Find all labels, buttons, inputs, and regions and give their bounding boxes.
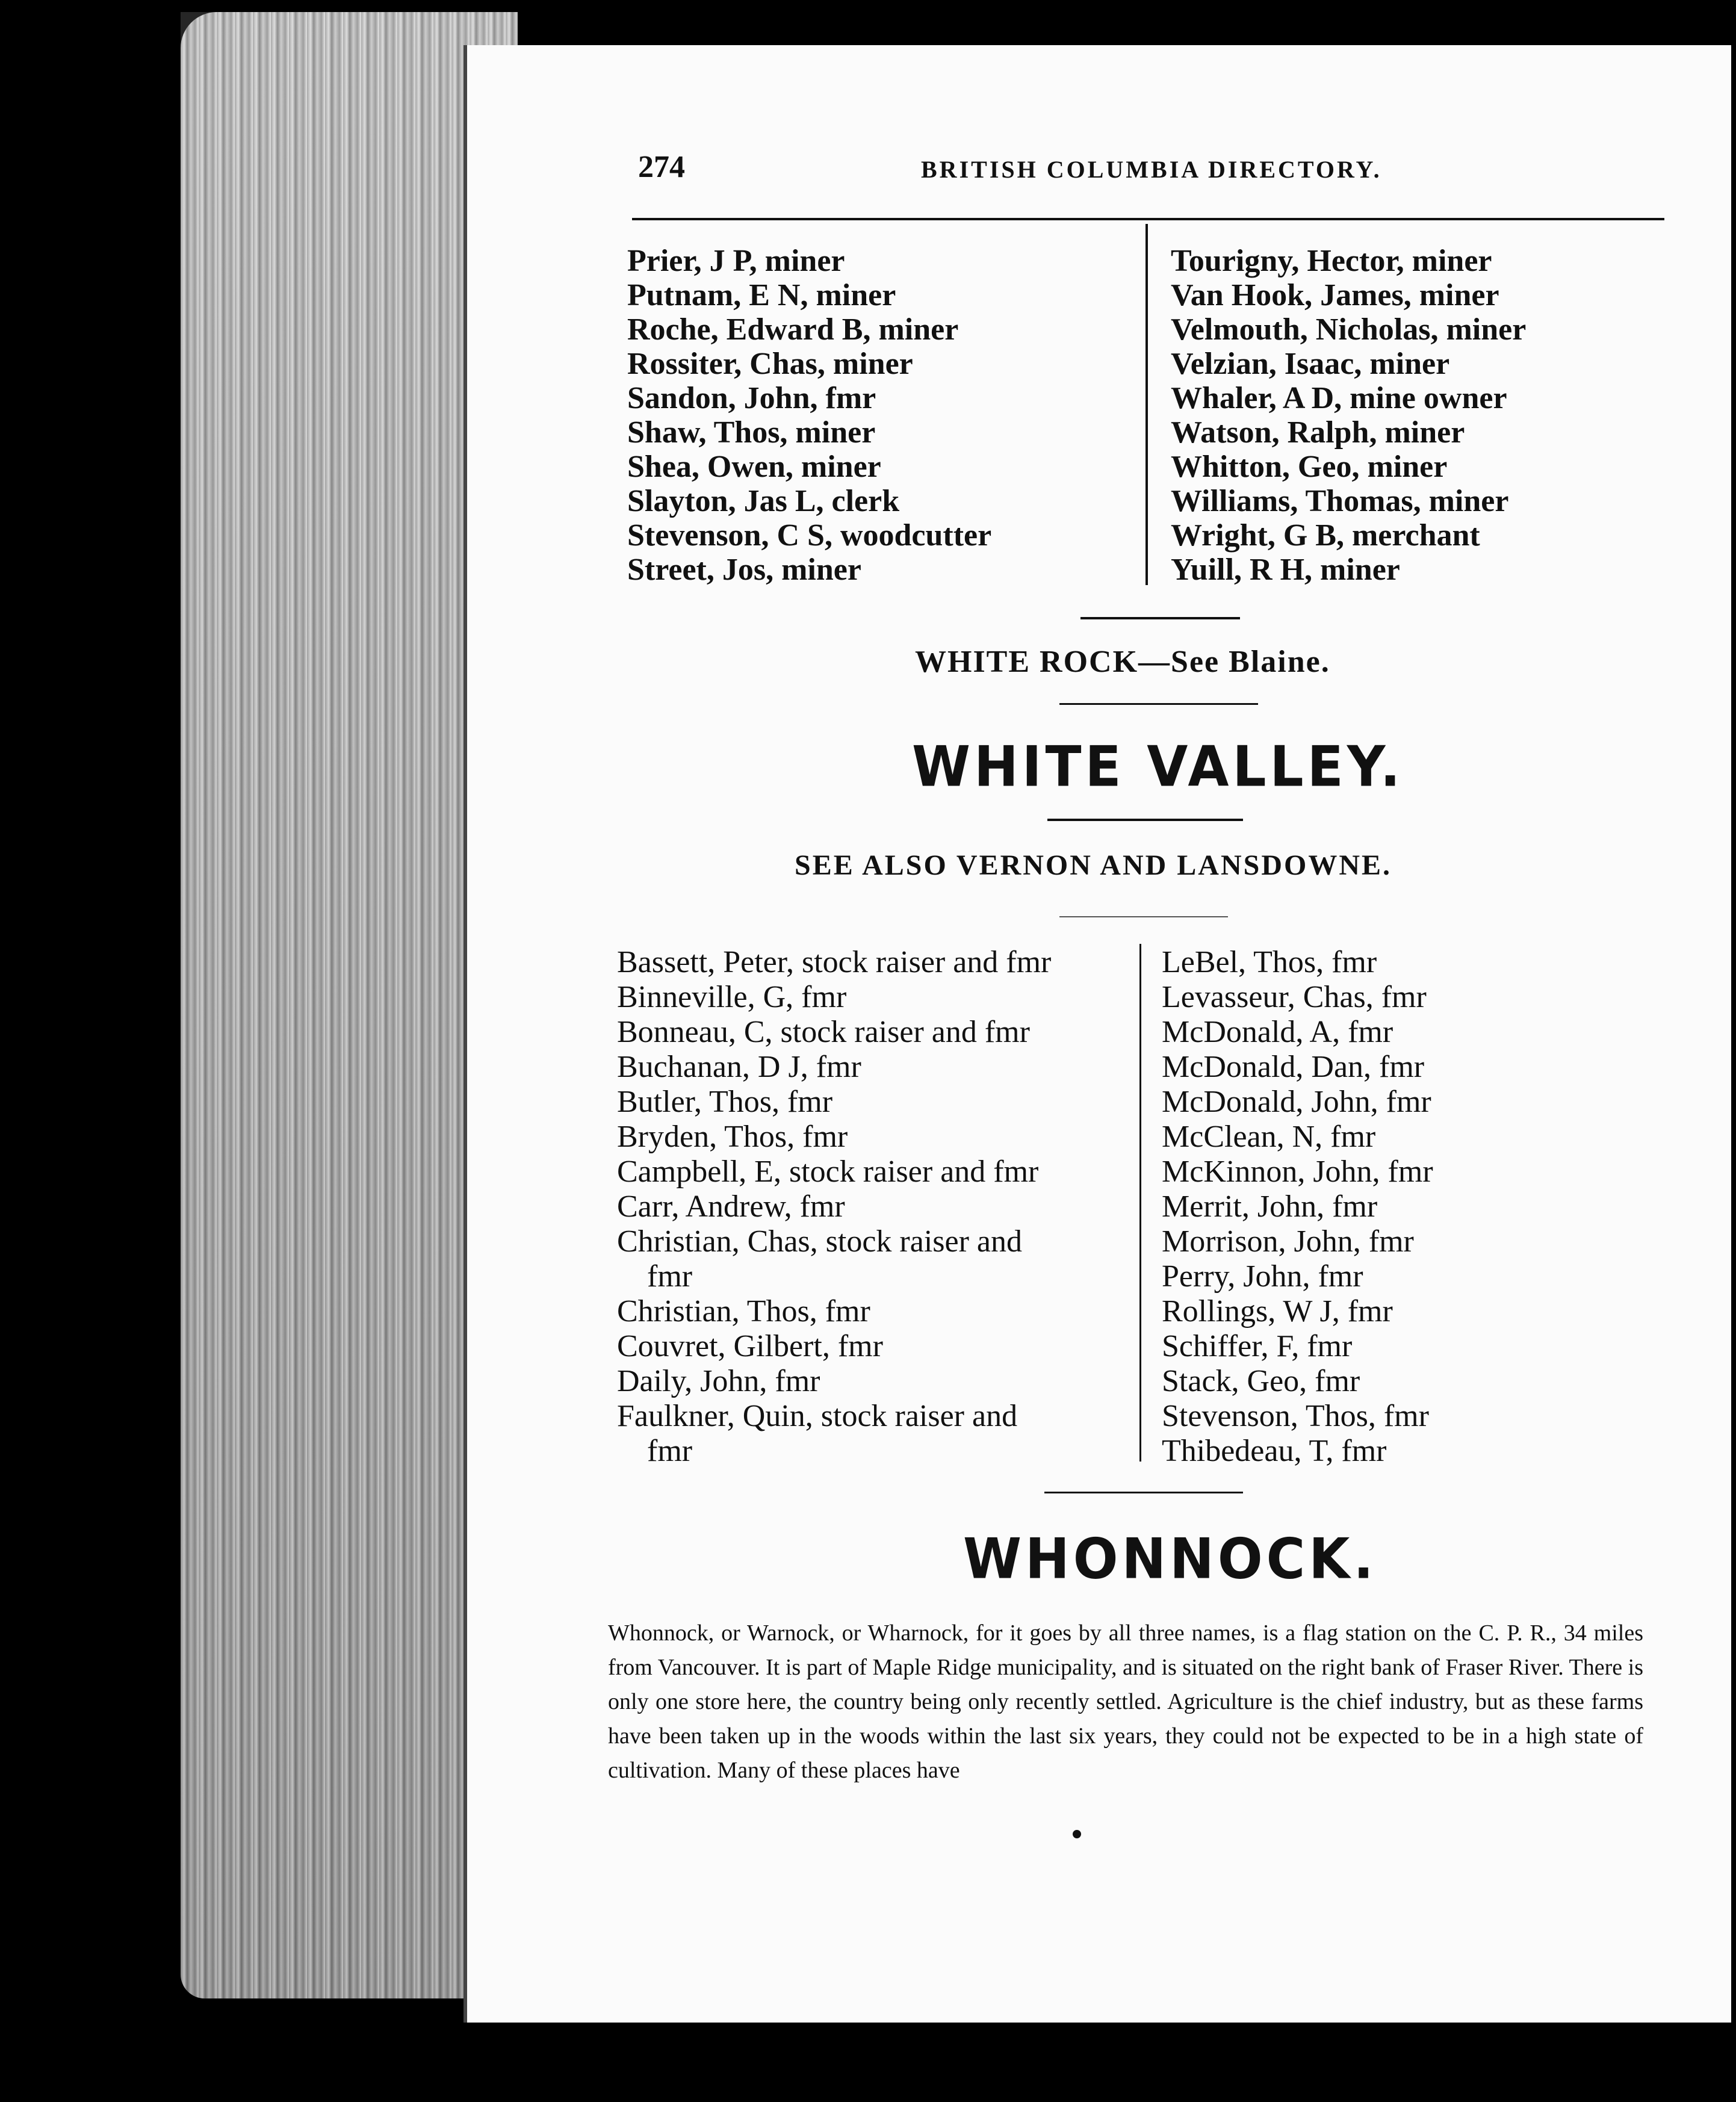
- list-item: Putnam, E N, miner: [627, 278, 896, 312]
- white-valley-left-column: [617, 945, 1051, 1469]
- list-item: Shea, Owen, miner: [627, 450, 881, 484]
- list-item: Couvret, Gilbert, fmr: [617, 1329, 883, 1363]
- list-item: Carr, Andrew, fmr: [617, 1189, 845, 1224]
- list-item: Velmouth, Nicholas, miner: [1171, 312, 1527, 347]
- list-item: Velzian, Isaac, miner: [1171, 347, 1450, 381]
- list-item: Wright, G B, merchant: [1171, 518, 1480, 553]
- list-item: Prier, J P, miner: [627, 244, 845, 278]
- list-item: Binneville, G, fmr: [617, 980, 847, 1014]
- list-item: Morrison, John, fmr: [1162, 1224, 1414, 1259]
- list-item: Whaler, A D, mine owner: [1171, 381, 1507, 415]
- list-item: Stevenson, C S, woodcutter: [627, 518, 992, 553]
- running-title: BRITISH COLUMBIA DIRECTORY.: [921, 156, 1382, 183]
- list-item: Levasseur, Chas, fmr: [1162, 980, 1427, 1014]
- list-item: Merrit, John, fmr: [1162, 1189, 1378, 1224]
- list-item: Schiffer, F, fmr: [1162, 1329, 1353, 1363]
- page-mark: [1073, 1830, 1081, 1838]
- list-item: McDonald, A, fmr: [1162, 1015, 1393, 1049]
- list-item: Sandon, John, fmr: [627, 381, 876, 415]
- section1-left-column: [627, 244, 991, 587]
- divider-rule: [1059, 703, 1258, 705]
- list-item: Rossiter, Chas, miner: [627, 347, 913, 381]
- list-item: McDonald, John, fmr: [1162, 1085, 1431, 1119]
- page-number: 274: [638, 150, 685, 184]
- list-item: Daily, John, fmr: [617, 1364, 820, 1398]
- divider-rule: [1044, 1492, 1243, 1493]
- divider-rule: [1047, 819, 1243, 821]
- white-rock-crossref: WHITE ROCK—See Blaine.: [915, 645, 1330, 679]
- list-item: Bryden, Thos, fmr: [617, 1120, 848, 1154]
- list-item: Watson, Ralph, miner: [1171, 415, 1465, 450]
- list-item: Shaw, Thos, miner: [627, 415, 876, 450]
- list-item: Tourigny, Hector, miner: [1171, 244, 1492, 278]
- list-item: Buchanan, D J, fmr: [617, 1050, 861, 1084]
- list-item: Faulkner, Quin, stock raiser and: [617, 1399, 1018, 1433]
- list-item-continuation: fmr: [647, 1434, 693, 1468]
- list-item: Rollings, W J, fmr: [1162, 1294, 1393, 1328]
- list-item: Williams, Thomas, miner: [1171, 484, 1509, 518]
- header-rule: [632, 218, 1664, 220]
- list-item: McDonald, Dan, fmr: [1162, 1050, 1425, 1084]
- whonnock-description: Whonnock, or Warnock, or Wharnock, for it goes by all three names, is a flag station on the C. P. R., 34 miles from Vancouver. It is part of Maple Ridge municipality, and is situated on the right bank of Fraser River. There is only one store here, the country being only recently settled. Agriculture is the chief industry, but as these farms have been taken up in the woods within the last six years, they could not be expected to be in a high state of cultivation. Many of these places have: [608, 1620, 1643, 1783]
- list-item: Bassett, Peter, stock raiser and fmr: [617, 945, 1052, 979]
- list-item: Street, Jos, miner: [627, 553, 861, 587]
- list-item: McKinnon, John, fmr: [1162, 1155, 1433, 1189]
- list-item: Bonneau, C, stock raiser and fmr: [617, 1015, 1030, 1049]
- white-valley-right-column: [1162, 945, 1433, 1469]
- column-divider: [1139, 944, 1141, 1462]
- section-title-whonnock: WHONNOCK.: [963, 1526, 1377, 1592]
- list-item: LeBel, Thos, fmr: [1162, 945, 1377, 979]
- list-item: Slayton, Jas L, clerk: [627, 484, 900, 518]
- list-item: Whitton, Geo, miner: [1171, 450, 1448, 484]
- divider-rule: [1059, 916, 1228, 917]
- section-title-white-valley: WHITE VALLEY.: [912, 734, 1404, 799]
- list-item: Campbell, E, stock raiser and fmr: [617, 1155, 1039, 1189]
- list-item: Christian, Thos, fmr: [617, 1294, 870, 1328]
- divider-rule: [1080, 617, 1240, 619]
- list-item: Roche, Edward B, miner: [627, 312, 959, 347]
- list-item: McClean, N, fmr: [1162, 1120, 1376, 1154]
- list-item-continuation: fmr: [647, 1259, 693, 1294]
- list-item: Van Hook, James, miner: [1171, 278, 1499, 312]
- see-also-note: SEE ALSO VERNON AND LANSDOWNE.: [795, 849, 1392, 881]
- section1-right-column: [1171, 244, 1526, 587]
- list-item: Yuill, R H, miner: [1171, 553, 1400, 587]
- list-item: Christian, Chas, stock raiser and: [617, 1224, 1022, 1259]
- list-item: Stevenson, Thos, fmr: [1162, 1399, 1429, 1433]
- list-item: Perry, John, fmr: [1162, 1259, 1363, 1294]
- list-item: Butler, Thos, fmr: [617, 1085, 833, 1119]
- list-item: Stack, Geo, fmr: [1162, 1364, 1360, 1398]
- column-divider: [1145, 224, 1148, 585]
- list-item: Thibedeau, T, fmr: [1162, 1434, 1387, 1468]
